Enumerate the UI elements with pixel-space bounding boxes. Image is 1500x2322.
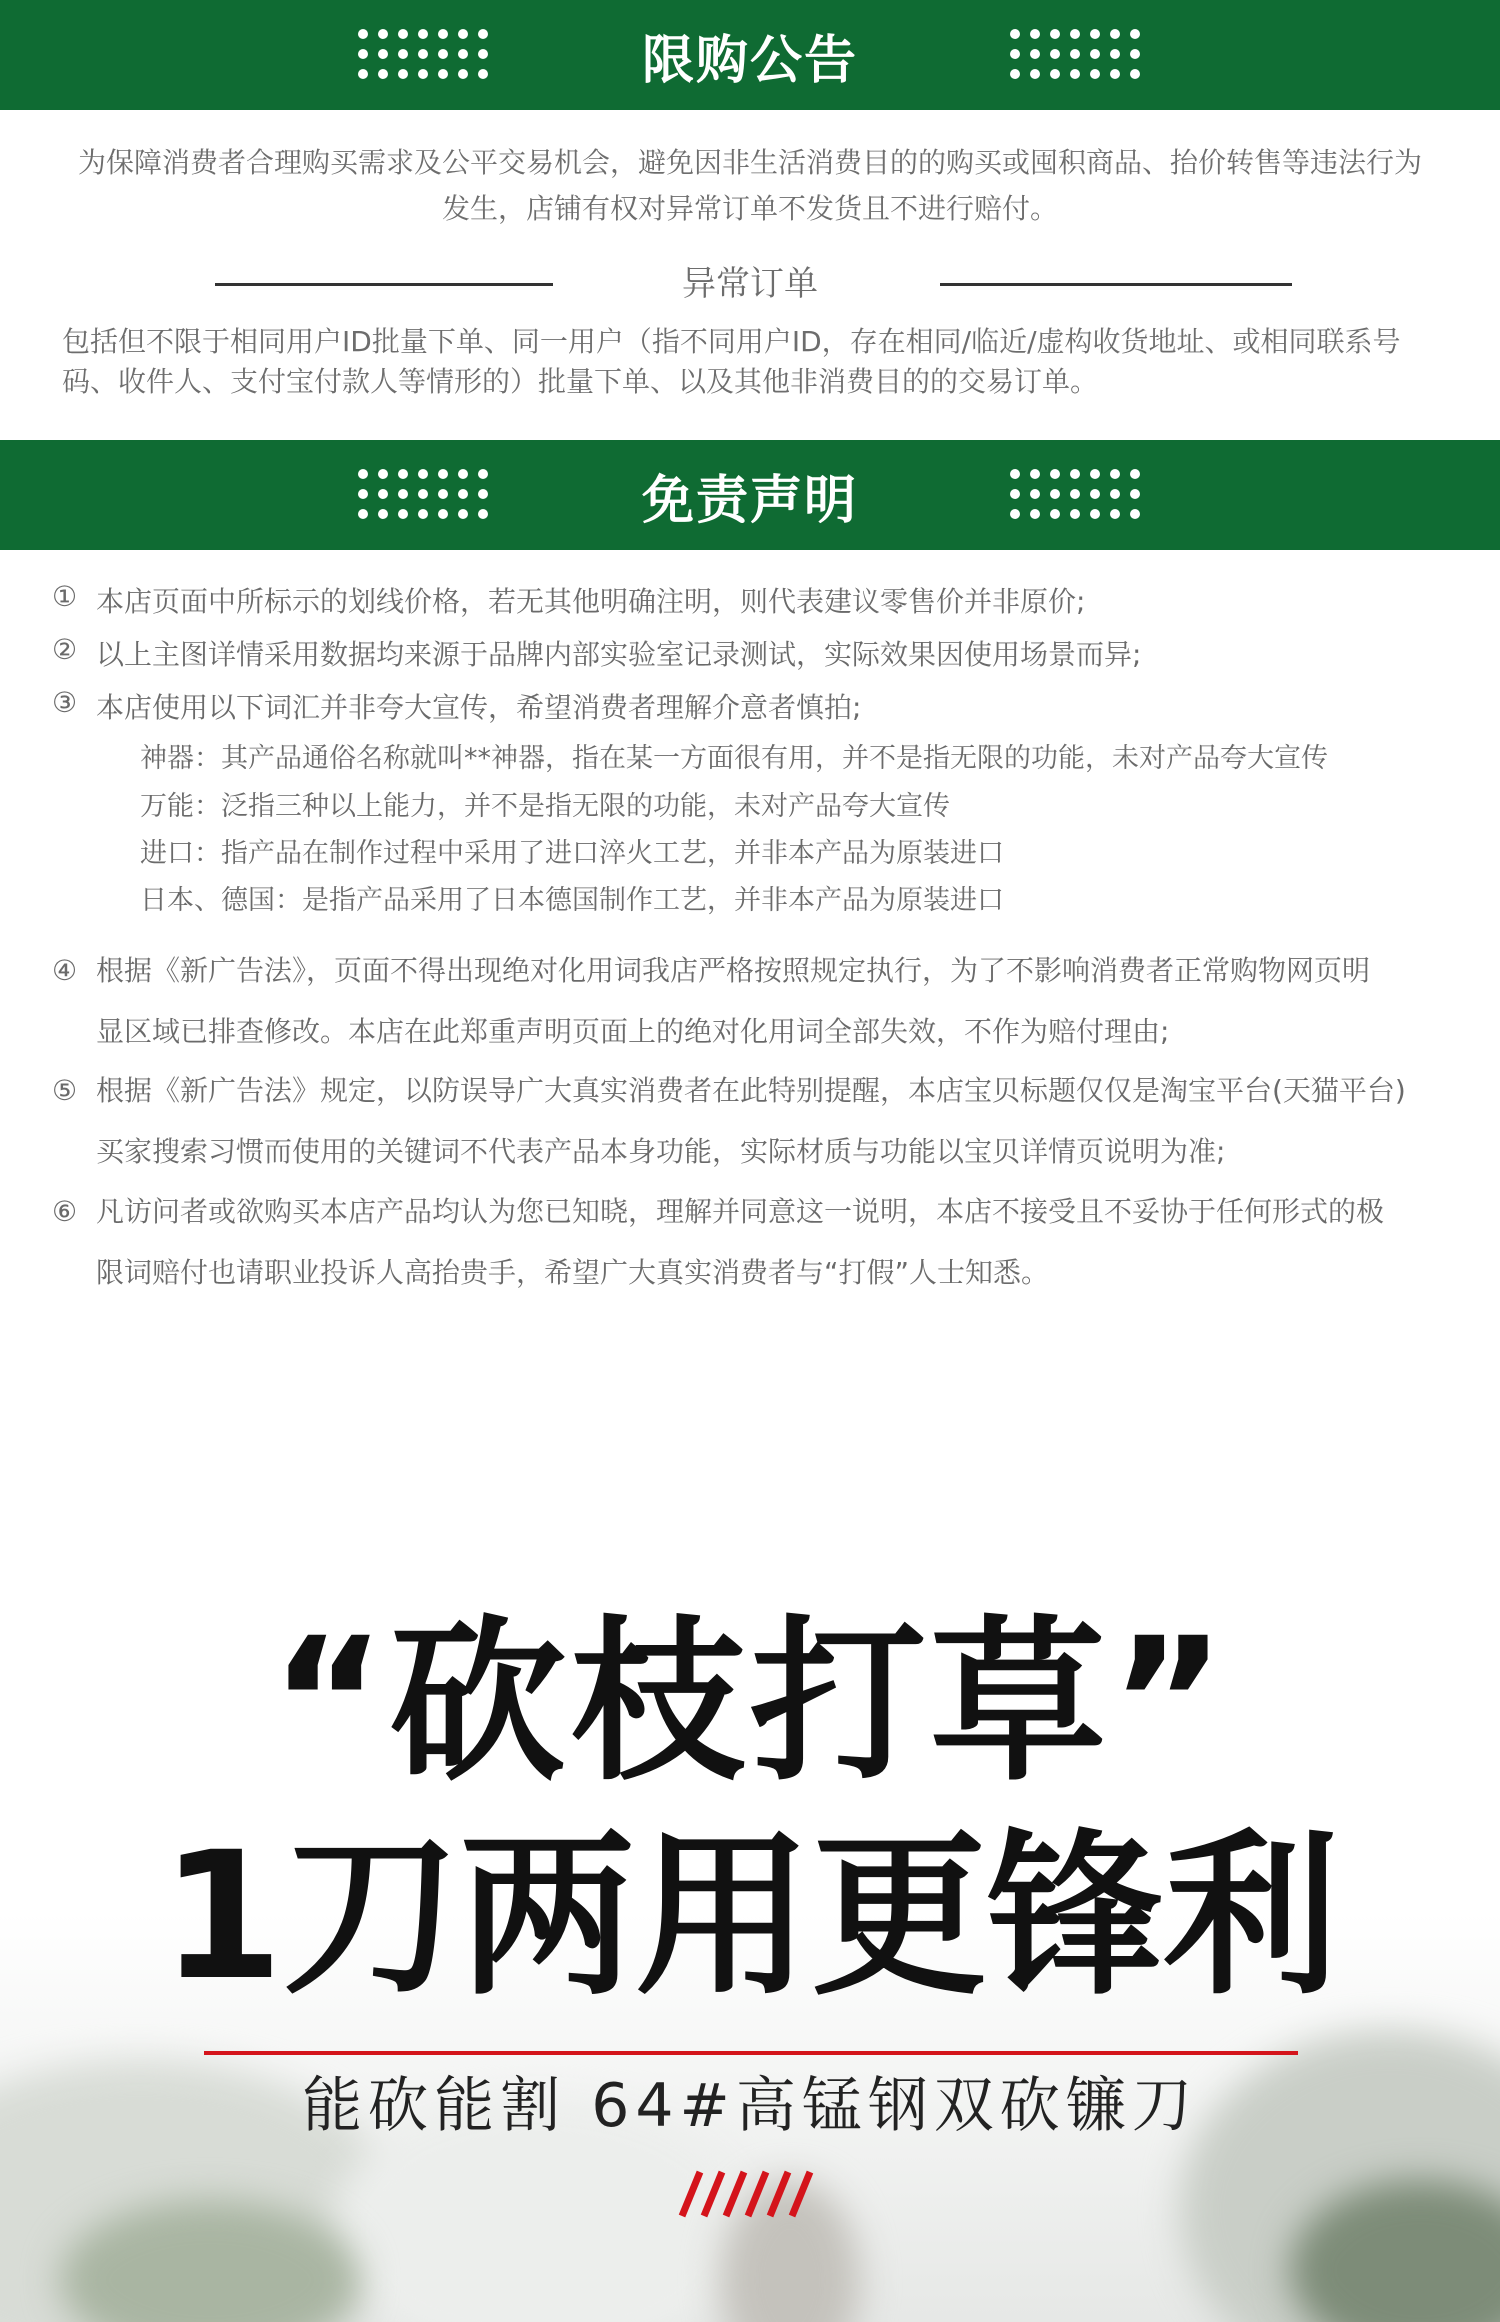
slash-decoration-icon (678, 2168, 828, 2220)
item-line: 限词赔付也请职业投诉人高抬贵手，希望广大真实消费者与“打假”人士知悉。 (96, 1256, 1050, 1289)
disclaimer-item (52, 686, 1462, 726)
disclaimer-item (52, 940, 1462, 1062)
term-explanation: 日本、德国：是指产品采用了日本德国制作工艺，并非本产品为原装进口 (140, 885, 1004, 916)
item-number: ② (52, 633, 78, 666)
abnormal-line-2: 码、收件人、支付宝付款人等情形的）批量下单、以及其他非消费目的的交易订单。 (62, 365, 1099, 398)
dot-pattern-left (358, 29, 490, 81)
disclaimer-item (52, 633, 1462, 673)
abnormal-order-title: 异常订单 (682, 264, 818, 304)
term-explanation: 神器：其产品通俗名称就叫**神器，指在某一方面很有用，并不是指无限的功能，未对产品夸大宣传 (140, 743, 1328, 774)
abnormal-order-heading (0, 256, 1500, 312)
item-number: ⑥ (52, 1195, 78, 1228)
notice-line-2: 发生，店铺有权对异常订单不发货且不进行赔付。 (441, 192, 1058, 225)
item-line: 根据《新广告法》规定，以防误导广大真实消费者在此特别提醒，本店宝贝标题仅仅是淘宝平台(天猫平台) (96, 1074, 1406, 1107)
notice-paragraph (50, 140, 1450, 232)
disclaimer-banner (0, 440, 1500, 550)
item-number: ④ (52, 954, 78, 987)
disclaimer-title: 免责声明 (641, 470, 858, 531)
dot-pattern-right (1010, 29, 1142, 81)
disclaimer-item (52, 1060, 1462, 1182)
item-line: 凡访问者或欲购买本店产品均认为您已知晓，理解并同意这一说明，本店不接受且不妥协于任何形式的极 (96, 1195, 1385, 1228)
item-line: 买家搜索习惯而使用的关键词不代表产品本身功能，实际材质与功能以宝贝详情页说明为准; (96, 1135, 1226, 1168)
dot-pattern-right (1010, 469, 1142, 521)
term-explanation: 进口：指产品在制作过程中采用了进口淬火工艺，并非本产品为原装进口 (140, 838, 1004, 869)
disclaimer-item (52, 580, 1462, 620)
item-text: 以上主图详情采用数据均来源于品牌内部实验室记录测试，实际效果因使用场景而异; (96, 638, 1142, 671)
divider-right (940, 283, 1292, 286)
abnormal-line-1: 包括但不限于相同用户ID批量下单、同一用户（指不同用户ID，存在相同/临近/虚构收货地址、或相同联系号 (62, 325, 1401, 358)
dot-pattern-left (358, 469, 490, 521)
item-number: ⑤ (52, 1074, 78, 1107)
hero-title-line-2: 1刀两用更锋利 (160, 1814, 1340, 2019)
item-line: 根据《新广告法》，页面不得出现绝对化用词我店严格按照规定执行，为了不影响消费者正常购物网页明 (96, 954, 1371, 987)
abnormal-order-text (62, 322, 1452, 402)
red-divider (204, 2051, 1298, 2055)
notice-line-1: 为保障消费者合理购买需求及公平交易机会，避免因非生活消费目的的购买或囤积商品、抬价转售等违法行为 (77, 146, 1422, 179)
term-explanation: 万能：泛指三种以上能力，并不是指无限的功能，未对产品夸大宣传 (140, 791, 950, 822)
limit-notice-title: 限购公告 (641, 30, 858, 91)
limit-notice-banner (0, 0, 1500, 110)
item-number: ① (52, 580, 78, 613)
item-number: ③ (52, 686, 78, 719)
item-line: 显区域已排查修改。本店在此郑重声明页面上的绝对化用词全部失效，不作为赔付理由; (96, 1015, 1170, 1048)
disclaimer-item (52, 1181, 1462, 1303)
hero-title-line-1: “砍枝打草” (270, 1600, 1230, 1805)
hero-subtitle: 能砍能割 64#高锰钢双砍镰刀 (302, 2071, 1198, 2141)
item-text: 本店使用以下词汇并非夸大宣传，希望消费者理解介意者慎拍; (96, 691, 862, 724)
item-text: 本店页面中所标示的划线价格，若无其他明确注明，则代表建议零售价并非原价; (96, 585, 1086, 618)
